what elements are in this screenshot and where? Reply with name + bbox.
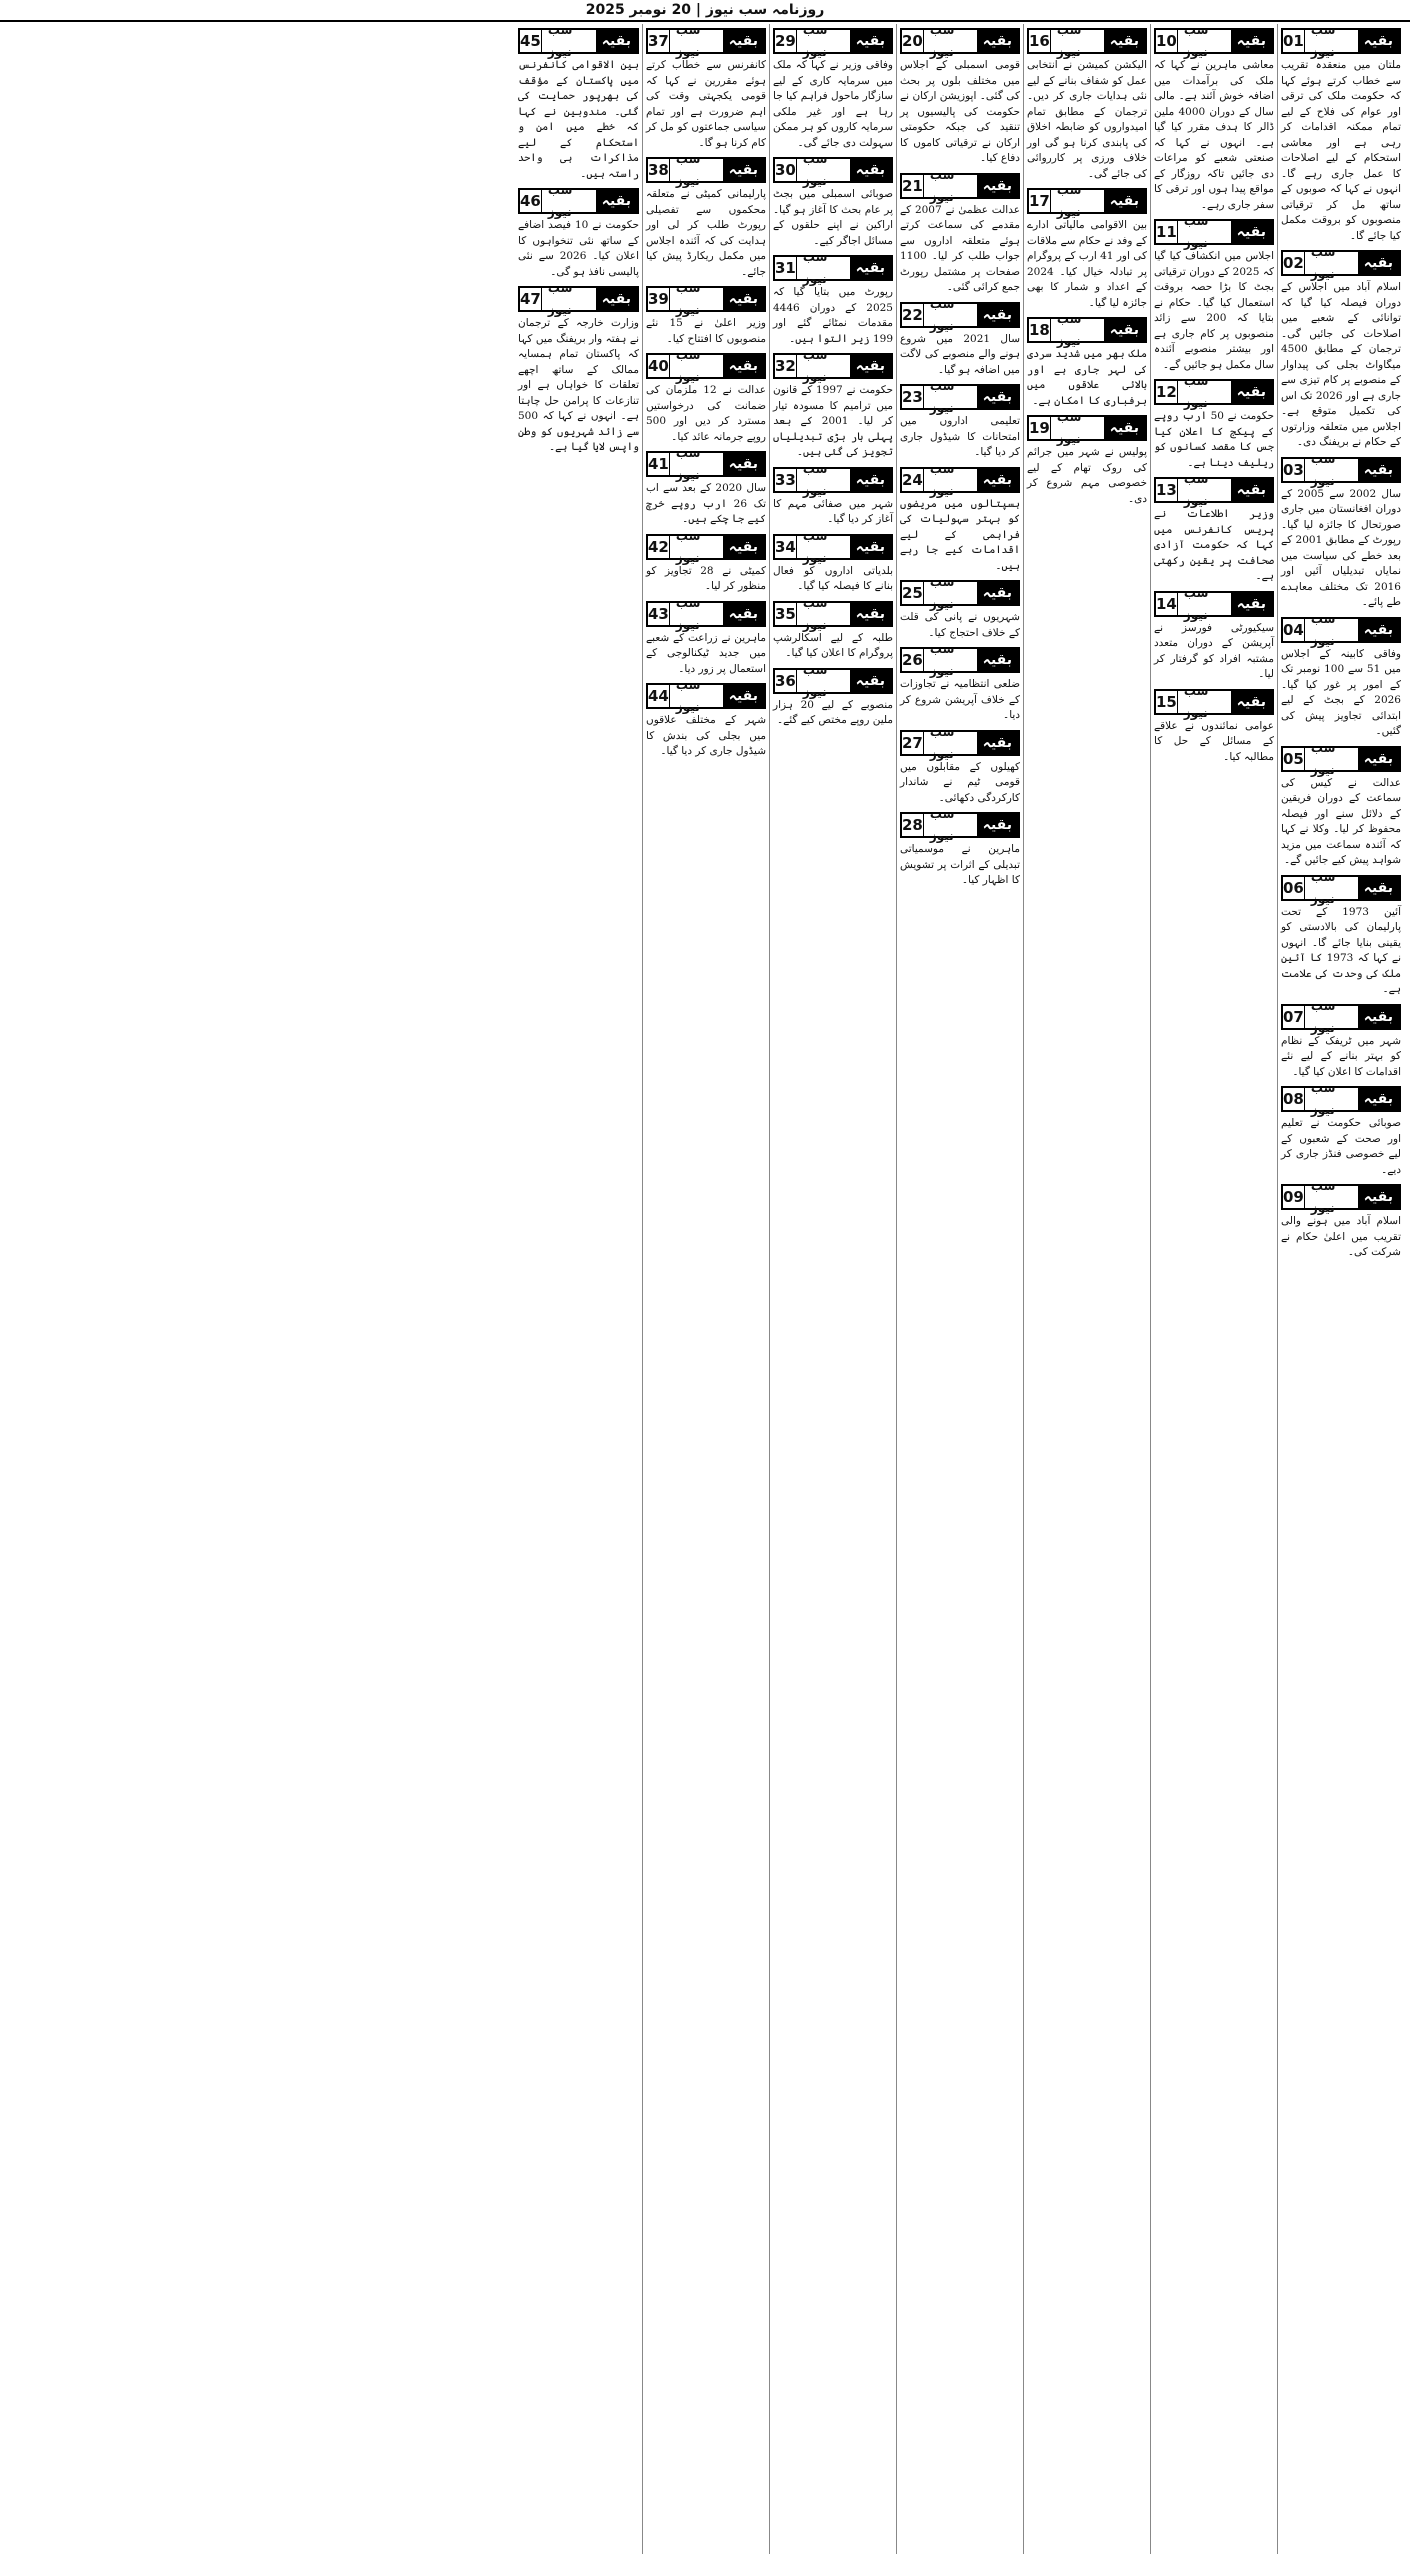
continuation-number: 15	[1156, 692, 1177, 711]
continuation-text: عدالت عظمیٰ نے 2007 کے مقدمے کی سماعت کرتے ہوئے متعلقہ اداروں سے جواب طلب کر لیا۔ 1100 صفحات پر مشتمل رپورٹ جمع کرائی گئی۔	[900, 203, 1020, 293]
continuation-block	[1281, 24, 1401, 244]
publication-label: سب نیوز	[1310, 611, 1336, 648]
baqiya-tag: بقیہ	[850, 670, 891, 692]
publication-label: سب نیوز	[802, 152, 828, 188]
continuation-block	[646, 281, 766, 347]
continuation-text: اجلاس میں انکشاف کیا گیا کہ 2025 کے دوران ترقیاتی بجٹ کا بڑا حصہ بروقت استعمال کیا گیا۔ حکام نے بتایا کہ 200 سے زائد منصوبوں پر کام جاری ہے اور بیشتر منصوبے آئندہ سال مکمل ہو جائیں گے۔	[1154, 250, 1274, 371]
continuation-block	[1027, 183, 1147, 311]
continuation-number: 10	[1156, 32, 1177, 50]
continuation-number: 37	[648, 32, 669, 50]
continuation-text: اسلام آباد میں ہونے والی تقریب میں اعلیٰ حکام نے شرکت کی۔	[1281, 1215, 1401, 1258]
baqiya-tag: بقیہ	[1358, 619, 1399, 641]
continuation-block	[773, 461, 893, 528]
continuation-block	[900, 461, 1020, 575]
continuation-header	[900, 575, 1020, 611]
continuation-block	[900, 575, 1020, 641]
continuation-block	[773, 348, 894, 461]
continuation-header	[1027, 24, 1147, 59]
continuation-text: حکومت نے 10 فیصد اضافے کے ساتھ نئی تنخواہوں کا اعلان کیا۔ 2026 سے نئی پالیسی نافذ ہو گی۔	[518, 219, 639, 278]
baqiya-tag: بقیہ	[1231, 479, 1272, 501]
baqiya-tag: بقیہ	[1358, 1088, 1399, 1110]
continuation-number: 30	[775, 161, 796, 179]
continuation-header	[1281, 869, 1401, 906]
baqiya-tag: بقیہ	[1231, 691, 1272, 713]
continuation-header	[646, 678, 766, 714]
continuation-text: کانفرنس سے خطاب کرتے ہوئے مقررین نے کہا کہ قومی یکجہتی وقت کی اہم ضرورت ہے اور تمام سیاسی جماعتوں کو مل کر کام کرنا ہو گا۔	[646, 59, 766, 149]
continuation-text: شہریوں نے پانی کی قلت کے خلاف احتجاج کیا۔	[900, 611, 1020, 639]
continuation-number: 47	[520, 290, 541, 308]
continuation-header	[900, 379, 1020, 415]
continuation-block	[1154, 214, 1274, 373]
continuation-header	[646, 446, 766, 482]
baqiya-tag: بقیہ	[1231, 381, 1272, 403]
baqiya-tag: بقیہ	[1358, 877, 1399, 899]
baqiya-tag: بقیہ	[977, 814, 1018, 836]
publication-label: سب نیوز	[1056, 24, 1082, 59]
continuation-block	[518, 183, 639, 280]
baqiya-tag: بقیہ	[596, 288, 637, 310]
continuation-number: 04	[1283, 620, 1304, 639]
baqiya-tag: بقیہ	[1358, 30, 1399, 52]
continuation-block	[900, 807, 1020, 889]
continuation-number: 18	[1029, 321, 1050, 339]
continuation-block	[900, 724, 1020, 807]
continuation-text: کھیلوں کے مقابلوں میں قومی ٹیم نے شاندار کارکردگی دکھائی۔	[900, 760, 1020, 804]
continuation-block	[1154, 585, 1274, 683]
continuation-text: منصوبے کے لیے 20 ہزار ملین روپے مختص کیے گئے۔	[773, 698, 893, 726]
continuation-text: ماہرین نے موسمیاتی تبدیلی کے اثرات پر تشویش کا اظہار کیا۔	[900, 843, 1020, 886]
publication-label: سب نیوز	[929, 24, 955, 59]
continuation-number: 03	[1283, 460, 1304, 479]
continuation-block	[1154, 24, 1274, 213]
continuation-number: 43	[648, 604, 669, 623]
continuation-block	[1281, 1081, 1401, 1178]
publication-label: سب نیوز	[802, 662, 828, 699]
continuation-block	[773, 528, 893, 595]
continuation-text: وفاقی کابینہ کے اجلاس میں 51 سے 100 نومبر تک کے امور پر غور کیا گیا۔ 2026 کے بجٹ کے لیے ابتدائی تجاویز پیش کی گئیں۔	[1281, 647, 1401, 737]
continuation-text: ضلعی انتظامیہ نے تجاوزات کے خلاف آپریشن شروع کر دیا۔	[900, 678, 1020, 721]
continuation-number: 45	[520, 32, 541, 50]
publication-label: سب نیوز	[929, 379, 955, 415]
baqiya-tag: بقیہ	[1358, 459, 1399, 481]
continuation-block	[518, 24, 639, 182]
continuation-text: شہر میں ٹریفک کے نظام کو بہتر بنانے کے لیے نئے اقدامات کا اعلان کیا گیا۔	[1281, 1034, 1401, 1078]
continuation-header	[1154, 472, 1274, 508]
baqiya-tag: بقیہ	[977, 175, 1018, 197]
continuation-number: 23	[902, 388, 923, 406]
continuation-number: 46	[520, 192, 541, 210]
publication-label: سب نیوز	[1310, 24, 1336, 59]
continuation-header	[900, 807, 1020, 843]
news-column	[1150, 24, 1277, 2554]
baqiya-tag: بقیہ	[850, 469, 891, 491]
continuation-number: 02	[1283, 254, 1304, 272]
baqiya-tag: بقیہ	[850, 603, 891, 625]
continuation-header	[1154, 683, 1274, 720]
continuation-block	[646, 528, 766, 595]
publication-label: سب نیوز	[802, 24, 828, 59]
baqiya-tag: بقیہ	[850, 355, 891, 377]
continuation-text: وزیر اطلاعات نے پریس کانفرنس میں کہا کہ حکومت آزادی صحافت پر یقین رکھتی ہے۔	[1154, 508, 1274, 582]
continuation-number: 26	[902, 651, 923, 669]
newspaper-page	[6, 24, 1404, 2554]
continuation-number: 39	[648, 290, 669, 308]
baqiya-tag: بقیہ	[977, 304, 1018, 326]
continuation-block	[1281, 998, 1401, 1081]
publication-label: سب نیوز	[802, 348, 828, 384]
publication-label: سب نیوز	[929, 724, 955, 761]
publication-label: سب نیوز	[675, 281, 701, 317]
news-column	[1277, 24, 1404, 2554]
continuation-block	[1027, 24, 1147, 182]
continuation-text: شہر میں صفائی مہم کا آغاز کر دیا گیا۔	[773, 497, 893, 525]
continuation-header	[773, 461, 893, 498]
continuation-header	[773, 595, 893, 632]
news-column	[515, 24, 642, 2554]
baqiya-tag: بقیہ	[1358, 252, 1399, 274]
continuation-number: 06	[1283, 878, 1304, 897]
baqiya-tag: بقیہ	[723, 685, 764, 707]
continuation-header	[1281, 998, 1401, 1035]
continuation-block	[1027, 312, 1147, 409]
continuation-text: صوبائی حکومت نے تعلیم اور صحت کے شعبوں کے لیے خصوصی فنڈز جاری کر دیے۔	[1281, 1117, 1401, 1176]
continuation-number: 16	[1029, 32, 1050, 50]
continuation-block	[900, 296, 1020, 379]
continuation-block	[1281, 245, 1402, 451]
continuation-block	[646, 446, 766, 528]
continuation-header	[1281, 1081, 1401, 1117]
baqiya-tag: بقیہ	[596, 190, 637, 212]
continuation-block	[773, 662, 893, 729]
continuation-text: شہر کے مختلف علاقوں میں بجلی کی بندش کا شیڈول جاری کر دیا گیا۔	[646, 714, 766, 757]
continuation-number: 01	[1283, 32, 1304, 50]
continuation-text: بلدیاتی اداروں کو فعال بنانے کا فیصلہ کیا گیا۔	[773, 564, 893, 592]
continuation-text: عوامی نمائندوں نے علاقے کے مسائل کے حل کا مطالبہ کیا۔	[1154, 719, 1274, 763]
continuation-header	[646, 348, 766, 384]
baqiya-tag: بقیہ	[723, 453, 764, 475]
publication-label: سب نیوز	[1056, 312, 1082, 348]
continuation-number: 27	[902, 733, 923, 752]
continuation-block	[646, 678, 766, 760]
continuation-header	[1154, 24, 1274, 59]
continuation-text: الیکشن کمیشن نے انتخابی عمل کو شفاف بنانے کے لیے نئی ہدایات جاری کر دیں۔ ترجمان کے مطابق تمام امیدواروں کو ضابطہ اخلاق کی پابندی کرنا ہو گی اور خلاف ورزی پر کارروائی کی جائے گی۔	[1027, 59, 1147, 180]
continuation-header	[646, 528, 766, 565]
continuation-header	[1027, 312, 1147, 348]
continuation-block	[773, 152, 893, 249]
publication-label: سب نیوز	[1310, 245, 1336, 281]
publication-label: سب نیوز	[929, 575, 955, 611]
continuation-text: وفاقی وزیر نے کہا کہ ملک میں سرمایہ کاری کے لیے سازگار ماحول فراہم کیا جا رہا ہے اور غیر ملکی سرمایہ کاروں کو ہر ممکن سہولت دی جائے گی۔	[773, 59, 893, 149]
continuation-number: 24	[902, 470, 923, 489]
baqiya-tag: بقیہ	[1231, 30, 1272, 52]
publication-label: سب نیوز	[1183, 585, 1209, 622]
continuation-text: آئین 1973 کے تحت پارلیمان کی بالادستی کو یقینی بنایا جائے گا۔ انہوں نے کہا کہ 1973 کا آئین ملک کی وحدت کی علامت ہے۔	[1281, 905, 1402, 995]
baqiya-tag: بقیہ	[1104, 30, 1145, 52]
continuation-number: 31	[775, 259, 796, 277]
continuation-header	[900, 724, 1020, 761]
continuation-header	[1281, 1179, 1401, 1215]
continuation-text: عدالت نے 12 ملزمان کی ضمانت کی درخواستیں مسترد کر دیں اور 500 روپے جرمانہ عائد کیا۔	[646, 384, 766, 443]
continuation-header	[900, 461, 1020, 498]
continuation-block	[900, 379, 1020, 461]
publication-label: سب نیوز	[675, 24, 701, 59]
publication-label: سب نیوز	[929, 642, 955, 678]
continuation-number: 35	[775, 604, 796, 623]
baqiya-tag: بقیہ	[850, 536, 891, 558]
continuation-block	[646, 595, 766, 678]
publication-label: سب نیوز	[1183, 24, 1209, 59]
publication-label: سب نیوز	[675, 528, 701, 565]
baqiya-tag: بقیہ	[1231, 221, 1272, 243]
continuation-header	[1154, 374, 1274, 410]
continuation-header	[1154, 214, 1274, 250]
continuation-number: 08	[1283, 1090, 1304, 1108]
continuation-text: سیکیورٹی فورسز نے آپریشن کے دوران متعدد مشتبہ افراد کو گرفتار کر لیا۔	[1154, 621, 1274, 680]
continuation-text: تعلیمی اداروں میں امتحانات کا شیڈول جاری کر دیا گیا۔	[900, 415, 1020, 458]
baqiya-tag: بقیہ	[1104, 190, 1145, 212]
continuation-number: 09	[1283, 1188, 1304, 1206]
dateline-text: روزنامہ سب نیوز | 20 نومبر 2025	[585, 2, 825, 18]
page-dateline	[0, 0, 1410, 22]
publication-label: سب نیوز	[929, 167, 955, 204]
continuation-header	[646, 595, 766, 632]
publication-label: سب نیوز	[547, 183, 573, 219]
continuation-header	[773, 24, 893, 59]
baqiya-tag: بقیہ	[1358, 1006, 1399, 1028]
publication-label: سب نیوز	[547, 281, 573, 317]
publication-label: سب نیوز	[1310, 1179, 1336, 1215]
continuation-number: 33	[775, 470, 796, 489]
continuation-header	[1281, 451, 1401, 488]
continuation-number: 05	[1283, 749, 1304, 768]
continuation-text: ہسپتالوں میں مریضوں کو بہتر سہولیات کی فراہمی کے لیے اقدامات کیے جا رہے ہیں۔	[900, 497, 1020, 572]
continuation-text: سال 2020 کے بعد سے اب تک 26 ارب روپے خرچ کیے جا چکے ہیں۔	[646, 482, 766, 525]
baqiya-tag: بقیہ	[723, 355, 764, 377]
continuation-text: معاشی ماہرین نے کہا کہ ملک کی برآمدات میں اضافہ خوش آئند ہے۔ مالی سال کے دوران 4000 ملین ڈالر کا ہدف مقرر کیا گیا ہے۔ انہوں نے کہا کہ صنعتی شعبے کو مراعات دی جائیں تاکہ روزگار کے مواقع پیدا ہوں اور ترقی کا سفر جاری رہے۔	[1154, 59, 1274, 211]
baqiya-tag: بقیہ	[977, 30, 1018, 52]
baqiya-tag: بقیہ	[723, 159, 764, 181]
continuation-header	[518, 281, 639, 317]
continuation-number: 42	[648, 537, 669, 556]
continuation-block	[1154, 374, 1274, 471]
continuation-number: 13	[1156, 481, 1177, 499]
publication-label: سب نیوز	[1183, 472, 1209, 508]
continuation-header	[1027, 183, 1147, 219]
continuation-text: بین الاقوامی کانفرنس میں پاکستان کے مؤقف کی بھرپور حمایت کی گئی۔ مندوبین نے کہا کہ خطے میں امن و استحکام کے لیے مذاکرات ہی واحد راستہ ہیں۔	[518, 59, 639, 180]
continuation-block	[1281, 740, 1401, 869]
publication-label: سب نیوز	[675, 595, 701, 632]
continuation-number: 14	[1156, 594, 1177, 613]
continuation-header	[773, 348, 893, 384]
continuation-text: پولیس نے شہر میں جرائم کی روک تھام کے لیے خصوصی مہم شروع کر دی۔	[1027, 446, 1147, 505]
continuation-block	[1027, 410, 1147, 507]
continuation-header	[1281, 611, 1401, 648]
continuation-text: پارلیمانی کمیٹی نے متعلقہ محکموں سے تفصیلی رپورٹ طلب کر لی اور ہدایت کی کہ آئندہ اجلاس میں مکمل ریکارڈ پیش کیا جائے۔	[646, 188, 766, 278]
baqiya-tag: بقیہ	[1358, 1186, 1399, 1208]
news-column	[769, 24, 896, 2554]
publication-label: سب نیوز	[1183, 683, 1209, 720]
continuation-header	[646, 152, 766, 188]
continuation-number: 28	[902, 816, 923, 834]
continuation-header	[518, 183, 639, 219]
publication-label: سب نیوز	[802, 250, 828, 286]
continuation-text: کمیٹی نے 28 تجاویز کو منظور کر لیا۔	[646, 564, 766, 592]
continuation-number: 41	[648, 455, 669, 473]
continuation-text: وزیر اعلیٰ نے 15 نئے منصوبوں کا افتتاح کیا۔	[646, 317, 766, 345]
news-column	[1023, 24, 1150, 2554]
continuation-block	[1154, 683, 1274, 766]
publication-label: سب نیوز	[1056, 410, 1082, 446]
continuation-text: وزارت خارجہ کے ترجمان نے ہفتہ وار بریفنگ میں کہا کہ پاکستان تمام ہمسایہ ممالک کے ساتھ اچھے تعلقات کا خواہاں ہے اور تنازعات کا پرامن حل چاہتا ہے۔ انہوں نے کہا کہ 500 سے زائد شہریوں کو وطن واپس لایا گیا ہے۔	[518, 317, 639, 453]
baqiya-tag: بقیہ	[723, 30, 764, 52]
baqiya-tag: بقیہ	[850, 257, 891, 279]
continuation-text: رپورٹ میں بتایا گیا کہ 2025 کے دوران 4446 مقدمات نمٹائے گئے اور 199 زیر التوا ہیں۔	[773, 286, 893, 345]
continuation-text: حکومت نے 50 ارب روپے کے پیکج کا اعلان کیا جس کا مقصد کسانوں کو ریلیف دینا ہے۔	[1154, 410, 1274, 469]
publication-label: سب نیوز	[675, 678, 701, 714]
baqiya-tag: بقیہ	[1231, 593, 1272, 615]
baqiya-tag: بقیہ	[723, 288, 764, 310]
continuation-number: 34	[775, 537, 796, 556]
baqiya-tag: بقیہ	[977, 649, 1018, 671]
continuation-block	[1281, 451, 1402, 611]
continuation-number: 38	[648, 161, 669, 179]
continuation-text: اسلام آباد میں اجلاس کے دوران فیصلہ کیا گیا کہ توانائی کے شعبے میں اصلاحات کی جائیں گی۔ ترجمان کے مطابق 4500 میگاواٹ بجلی کی پیداوار کے منصوبے پر کام تیزی سے جاری ہے اور 2026 تک اس کی تکمیل متوقع ہے۔ اجلاس میں متعلقہ وزارتوں کے حکام نے بریفنگ دی۔	[1281, 281, 1402, 448]
continuation-number: 29	[775, 32, 796, 50]
continuation-block	[1281, 869, 1402, 998]
publication-label: سب نیوز	[1183, 374, 1209, 410]
continuation-text: حکومت نے 1997 کے قانون میں ترامیم کا مسودہ تیار کر لیا۔ 2001 کے بعد پہلی بار بڑی تبدیلیاں تجویز کی گئی ہیں۔	[773, 384, 894, 458]
continuation-number: 21	[902, 176, 923, 195]
continuation-number: 20	[902, 32, 923, 50]
baqiya-tag: بقیہ	[596, 30, 637, 52]
baqiya-tag: بقیہ	[977, 732, 1018, 754]
continuation-block	[1281, 1179, 1401, 1261]
continuation-block	[900, 642, 1020, 724]
continuation-block	[773, 595, 893, 662]
continuation-block	[1281, 611, 1401, 740]
baqiya-tag: بقیہ	[977, 582, 1018, 604]
continuation-number: 36	[775, 671, 796, 690]
continuation-text: عدالت نے کیس کی سماعت کے دوران فریقین کے دلائل سنے اور فیصلہ محفوظ کر لیا۔ وکلا نے کہا کہ آئندہ سماعت میں مزید شواہد پیش کیے جائیں گے۔	[1281, 776, 1401, 866]
baqiya-tag: بقیہ	[850, 30, 891, 52]
continuation-header	[773, 250, 893, 286]
publication-label: سب نیوز	[1310, 869, 1336, 906]
continuation-header	[1281, 740, 1401, 777]
continuation-text: قومی اسمبلی کے اجلاس میں مختلف بلوں پر بحث کی گئی۔ اپوزیشن ارکان نے حکومت کی پالیسیوں پر تنقید کی جبکہ حکومتی ارکان نے ترقیاتی کاموں کا دفاع کیا۔	[900, 59, 1020, 164]
continuation-text: بین الاقوامی مالیاتی ادارے کے وفد نے حکام سے ملاقات کی اور 41 ارب کے پروگرام پر تبادلہ خیال کیا۔ 2024 کے اعداد و شمار کا بھی جائزہ لیا گیا۔	[1027, 219, 1147, 309]
publication-label: سب نیوز	[929, 296, 955, 333]
continuation-text: سال 2002 سے 2005 کے دوران افغانستان میں جاری صورتحال کا جائزہ لیا گیا۔ رپورٹ کے مطابق 2001 کے بعد خطے کی سیاست میں نمایاں تبدیلیاں آئیں اور 2016 تک مختلف معاہدے طے پائے۔	[1281, 487, 1402, 608]
publication-label: سب نیوز	[929, 461, 955, 498]
continuation-header	[1281, 24, 1401, 59]
continuation-block	[1154, 472, 1274, 585]
continuation-number: 40	[648, 357, 669, 375]
baqiya-tag: بقیہ	[1104, 319, 1145, 341]
continuation-number: 17	[1029, 192, 1050, 210]
continuation-header	[518, 24, 639, 59]
continuation-header	[1154, 585, 1274, 622]
publication-label: سب نیوز	[675, 152, 701, 188]
publication-label: سب نیوز	[675, 446, 701, 482]
continuation-number: 11	[1156, 223, 1177, 241]
baqiya-tag: بقیہ	[850, 159, 891, 181]
baqiya-tag: بقیہ	[977, 386, 1018, 408]
publication-label: سب نیوز	[929, 807, 955, 843]
continuation-number: 25	[902, 584, 923, 602]
continuation-number: 19	[1029, 419, 1050, 437]
publication-label: سب نیوز	[675, 348, 701, 384]
continuation-header	[773, 152, 893, 188]
continuation-block	[900, 167, 1020, 296]
continuation-number: 32	[775, 357, 796, 375]
continuation-header	[900, 296, 1020, 333]
continuation-block	[646, 152, 766, 280]
continuation-header	[900, 24, 1020, 59]
continuation-header	[646, 281, 766, 317]
continuation-header	[773, 528, 893, 565]
continuation-text: ملک بھر میں شدید سردی کی لہر جاری ہے اور بالائی علاقوں میں برفباری کا امکان ہے۔	[1027, 348, 1147, 407]
publication-label: سب نیوز	[1310, 998, 1336, 1035]
publication-label: سب نیوز	[547, 24, 573, 59]
publication-label: سب نیوز	[802, 461, 828, 498]
continuation-text: ماہرین نے زراعت کے شعبے میں جدید ٹیکنالوجی کے استعمال پر زور دیا۔	[646, 631, 766, 675]
continuation-text: صوبائی اسمبلی میں بجٹ پر عام بحث کا آغاز ہو گیا۔ اراکین نے اپنے حلقوں کے مسائل اجاگر کیے۔	[773, 188, 893, 247]
continuation-number: 44	[648, 687, 669, 705]
baqiya-tag: بقیہ	[1104, 417, 1145, 439]
continuation-block	[646, 24, 766, 151]
continuation-text: سال 2021 میں شروع ہونے والے منصوبے کی لاگت میں اضافہ ہو گیا۔	[900, 332, 1020, 376]
baqiya-tag: بقیہ	[1358, 748, 1399, 770]
continuation-block	[518, 281, 639, 456]
continuation-text: ملتان میں منعقدہ تقریب سے خطاب کرتے ہوئے کہا کہ حکومت ملک کی ترقی اور عوام کی فلاح کے لیے تمام ممکنہ اقدامات کر رہی ہے اور معاشی استحکام کے لیے اصلاحات کا عمل جاری رہے گا۔ انہوں نے کہا کہ صوبوں کے ساتھ مل کر ترقیاتی منصوبوں کو بروقت مکمل کیا جائے گا۔	[1281, 59, 1401, 242]
continuation-number: 22	[902, 305, 923, 324]
continuation-number: 07	[1283, 1007, 1304, 1026]
continuation-header	[646, 24, 766, 59]
continuation-header	[1281, 245, 1401, 281]
publication-label: سب نیوز	[802, 595, 828, 632]
publication-label: سب نیوز	[1056, 183, 1082, 219]
baqiya-tag: بقیہ	[723, 536, 764, 558]
publication-label: سب نیوز	[1310, 740, 1336, 777]
continuation-number: 12	[1156, 383, 1177, 401]
continuation-block	[646, 348, 766, 445]
publication-label: سب نیوز	[1183, 214, 1209, 250]
publication-label: سب نیوز	[1310, 451, 1336, 488]
publication-label: سب نیوز	[1310, 1081, 1336, 1117]
continuation-header	[773, 662, 893, 699]
publication-label: سب نیوز	[802, 528, 828, 565]
continuation-header	[900, 642, 1020, 678]
continuation-block	[773, 24, 893, 151]
baqiya-tag: بقیہ	[977, 469, 1018, 491]
news-column	[642, 24, 769, 2554]
continuation-text: طلبہ کے لیے اسکالرشپ پروگرام کا اعلان کیا گیا۔	[773, 631, 893, 659]
continuation-block	[773, 250, 893, 347]
baqiya-tag: بقیہ	[723, 603, 764, 625]
news-column	[896, 24, 1023, 2554]
continuation-header	[1027, 410, 1147, 446]
continuation-header	[900, 167, 1020, 204]
continuation-block	[900, 24, 1020, 167]
